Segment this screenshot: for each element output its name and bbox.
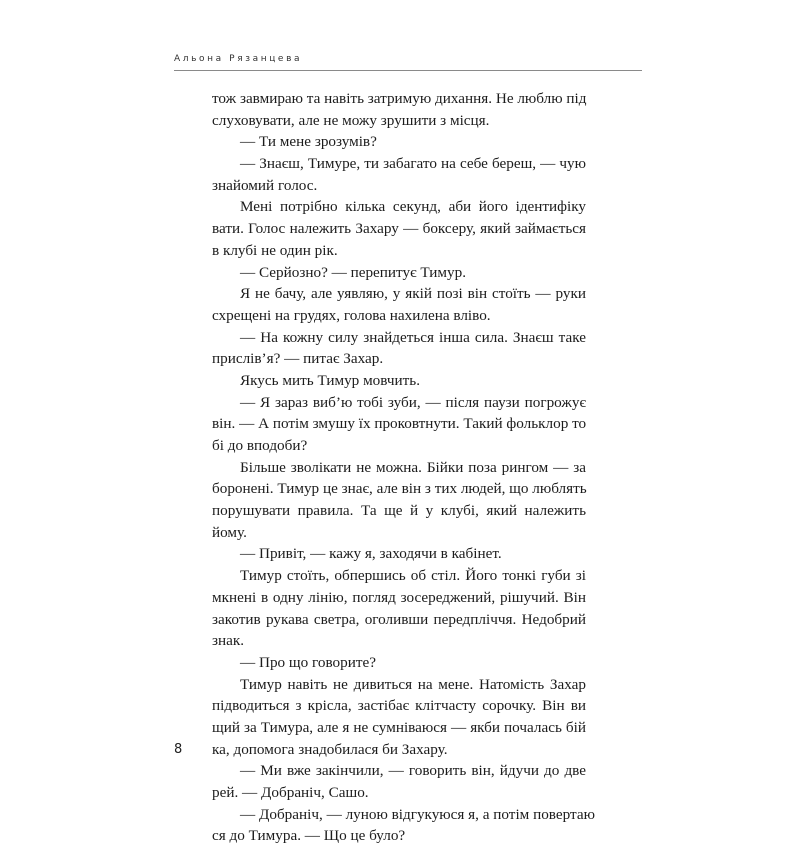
- text-line: бі до вподоби?: [212, 437, 308, 454]
- text-line: — Ми вже закінчили, — говорить він, йдучи до две: [240, 762, 586, 780]
- text-line: Якусь мить Тимур мовчить.: [240, 371, 420, 389]
- text-line: — Привіт, — кажу я, заходячи в кабінет.: [240, 545, 502, 563]
- text-line: — Знаєш, Тимуре, ти забагато на себе береш, — чую: [240, 155, 586, 173]
- text-line: Я не бачу, але уявляю, у якій позі він стоїть — руки: [240, 285, 586, 303]
- text-line: — Ти мене зрозумів?: [240, 133, 377, 151]
- running-head-author: Альона Рязанцева: [174, 54, 303, 64]
- text-line: — На кожну силу знайдеться інша сила. Знаєш таке: [240, 328, 586, 346]
- text-line: Тимур навіть не дивиться на мене. Натомість Захар: [240, 675, 586, 693]
- text-line: в клубі не один рік.: [212, 241, 338, 259]
- text-line: вати. Голос належить Захару — боксеру, який займається: [212, 220, 586, 238]
- text-line: — Серйозно? — перепитує Тимур.: [240, 263, 467, 281]
- text-line: ка, допомога знадобилася би Захару.: [212, 740, 448, 758]
- text-line: він. — А потім змушу їх проковтнути. Такий фольклор то: [212, 415, 587, 433]
- body-text: [212, 88, 595, 847]
- page-number: 8: [174, 742, 183, 757]
- text-line: знайомий голос.: [212, 176, 318, 194]
- text-line: рей. — Добраніч, Сашо.: [212, 784, 369, 801]
- text-line: мкнені в одну лінію, погляд зосереджений, рішучий. Він: [212, 588, 586, 606]
- text-line: Мені потрібно кілька секунд, аби його ідентифіку: [240, 198, 586, 216]
- header-rule: [174, 70, 642, 71]
- text-line: схрещені на грудях, голова нахилена вліво.: [212, 306, 491, 324]
- text-line: слуховувати, але не можу зрушити з місця.: [212, 111, 490, 129]
- text-line: Більше зволікати не можна. Бійки поза рингом — за: [240, 458, 586, 476]
- text-line: прислів’я? — питає Захар.: [212, 350, 384, 368]
- text-line: Тимур стоїть, обпершись об стіл. Його тонкі губи зі: [240, 567, 586, 585]
- text-line: — Про що говорите?: [240, 653, 376, 671]
- text-line: тож завмираю та навіть затримую дихання. Не люблю під: [212, 90, 587, 107]
- text-line: — Добраніч, — луною відгукуюся я, а потім повертаю: [240, 805, 595, 823]
- text-line: порушувати правила. Та ще й у клубі, який належить: [212, 502, 586, 520]
- text-line: щий за Тимура, але я не сумніваюся — якби почалась бій: [212, 718, 586, 736]
- text-line: підводиться з крісла, застібає клітчасту сорочку. Він ви: [212, 697, 586, 715]
- text-line: закотив рукава светра, оголивши передпліччя. Недобрий: [212, 610, 586, 628]
- text-line: йому.: [212, 523, 247, 541]
- text-line: — Я зараз виб’ю тобі зуби, — після паузи погрожує: [240, 393, 586, 411]
- text-line: знак.: [212, 632, 245, 650]
- text-line: ся до Тимура. — Що це було?: [212, 827, 406, 845]
- text-line: боронені. Тимур це знає, але він з тих людей, що люблять: [212, 480, 587, 498]
